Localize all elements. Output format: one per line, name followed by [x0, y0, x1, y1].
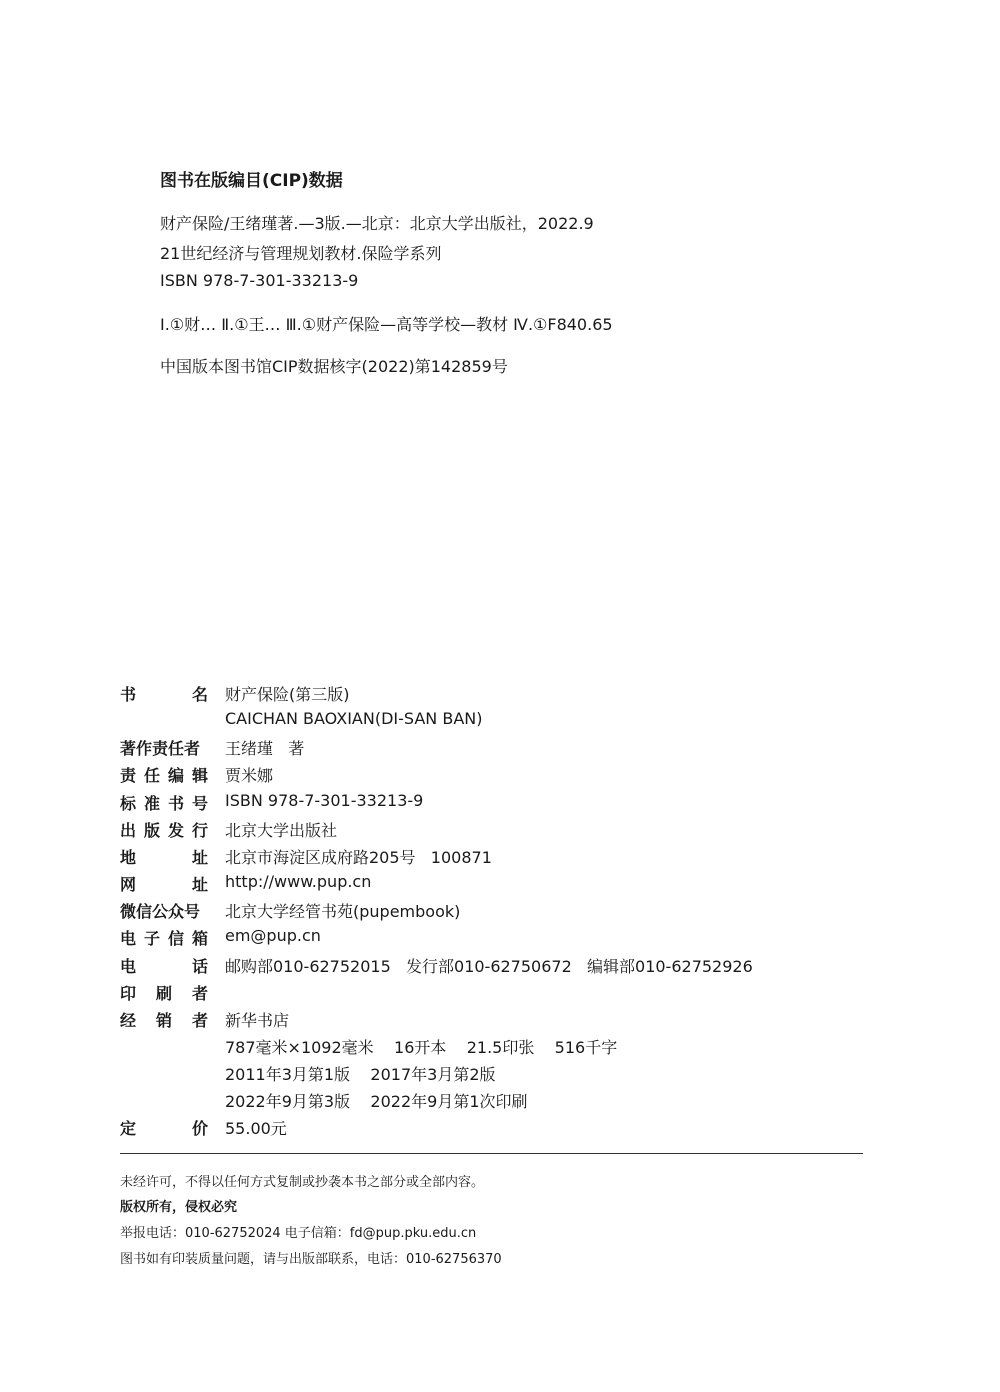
info-label: 出 版 发 行: [120, 821, 208, 840]
info-label: 定 价: [120, 1119, 208, 1138]
info-label: 书 名: [120, 685, 208, 704]
cip-line-classification: Ⅰ.①财… Ⅱ.①王… Ⅲ.①财产保险—高等学校—教材 Ⅳ.①F840.65: [160, 315, 613, 334]
info-label: 电 子 信 箱: [120, 929, 208, 948]
cip-title: 图书在版编目(CIP)数据: [160, 171, 343, 191]
info-value: 55.00元: [225, 1119, 287, 1138]
info-value: 北京大学出版社: [225, 821, 338, 840]
info-value: http://www.pup.cn: [225, 872, 372, 891]
info-label: 责 任 编 辑: [120, 766, 208, 785]
rights-reserved: 版权所有，侵权必究: [120, 1200, 238, 1215]
quality-contact: 图书如有印装质量问题，请与出版部联系，电话：010-62756370: [120, 1252, 502, 1267]
divider: [120, 1153, 863, 1154]
info-value: 邮购部010-62752015 发行部010-62750672 编辑部010-62752926: [225, 957, 753, 976]
report-contact: 举报电话：010-62752024 电子信箱：fd@pup.pku.edu.cn: [120, 1226, 477, 1241]
info-value: 2022年9月第3版 2022年9月第1次印刷: [225, 1092, 528, 1111]
info-value: 贾米娜: [225, 766, 274, 785]
info-value: 北京市海淀区成府路205号 100871: [225, 848, 492, 867]
info-label: 微信公众号: [120, 902, 201, 921]
cip-line-title-author: 财产保险/王绪瑾著.—3版.—北京：北京大学出版社，2022.9: [160, 214, 594, 233]
info-value: 新华书店: [225, 1011, 290, 1030]
info-label: 印 刷 者: [120, 984, 208, 1003]
info-label: 经 销 者: [120, 1011, 208, 1030]
info-value: 北京大学经管书苑(pupembook): [225, 902, 461, 921]
cip-line-record-number: 中国版本图书馆CIP数据核字(2022)第142859号: [160, 357, 508, 376]
info-value: 2011年3月第1版 2017年3月第2版: [225, 1065, 496, 1084]
info-value: 787毫米×1092毫米 16开本 21.5印张 516千字: [225, 1038, 618, 1057]
info-label: 电 话: [120, 957, 208, 976]
info-label: 标 准 书 号: [120, 794, 208, 813]
info-value: CAICHAN BAOXIAN(DI-SAN BAN): [225, 709, 483, 728]
info-label: 地 址: [120, 848, 208, 867]
cip-line-series: 21世纪经济与管理规划教材.保险学系列: [160, 244, 442, 263]
info-value: 王绪瑾 著: [225, 739, 305, 758]
info-value: ISBN 978-7-301-33213-9: [225, 791, 424, 810]
info-label: 著作责任者: [120, 739, 201, 758]
copyright-notice: 未经许可，不得以任何方式复制或抄袭本书之部分或全部内容。: [120, 1175, 485, 1190]
info-label: 网 址: [120, 875, 208, 894]
cip-line-isbn: ISBN 978-7-301-33213-9: [160, 271, 359, 290]
info-value: em@pup.cn: [225, 926, 321, 945]
info-value: 财产保险(第三版): [225, 685, 350, 704]
